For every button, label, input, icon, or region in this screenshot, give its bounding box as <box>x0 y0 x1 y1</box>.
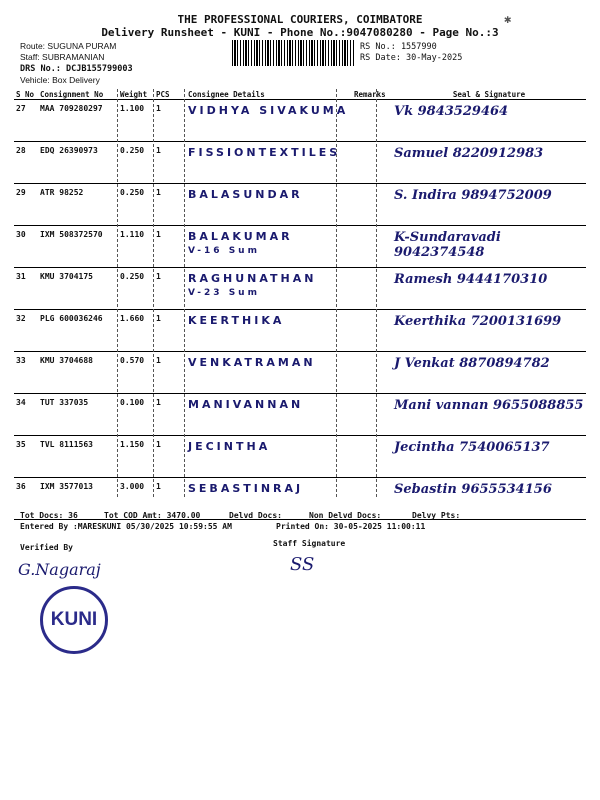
row-weight-value: 1.150 <box>120 440 145 449</box>
row-consignee <box>186 226 352 268</box>
runsheet-table <box>14 89 586 520</box>
row-signature-value: Vk 9843529464 <box>394 104 509 119</box>
consignee-name: VENKATRAMAN <box>188 356 316 369</box>
rs-date: RS Date: 30-May-2025 <box>360 53 463 63</box>
row-weight-value: 1.100 <box>120 104 145 113</box>
row-weight-value: 1.660 <box>120 314 145 323</box>
row-remarks <box>352 184 392 226</box>
staff-handwritten-signature: SS <box>290 554 315 575</box>
entered-by: Entered By :MARESKUNI 05/30/2025 10:59:55 AM <box>20 522 232 531</box>
row-pcs-value: 1 <box>156 356 161 365</box>
row-pcs <box>154 394 186 436</box>
rs-number: RS No.: 1557990 <box>360 42 437 52</box>
row-pcs-value: 1 <box>156 188 161 197</box>
row-pcs-value: 1 <box>156 230 161 239</box>
vehicle-label: Vehicle: Box Delivery <box>20 75 100 85</box>
col-weight: Weight <box>118 89 154 100</box>
column-divider <box>336 89 337 497</box>
row-signature <box>392 142 586 184</box>
row-weight <box>118 226 154 268</box>
consignee-name: BALASUNDAR <box>188 188 303 201</box>
total-cod-amount: Tot COD Amt: 3470.00 <box>104 511 201 520</box>
row-pcs <box>154 310 186 352</box>
row-weight <box>118 394 154 436</box>
table-row <box>14 436 586 478</box>
column-divider <box>117 89 118 497</box>
row-remarks <box>352 226 392 268</box>
route-label: Route: SUGUNA PURAM <box>20 41 117 51</box>
row-pcs <box>154 142 186 184</box>
verified-by-label: Verified By <box>20 543 73 552</box>
staff-signature-label: Staff Signature <box>273 539 346 548</box>
row-sno <box>14 226 38 268</box>
row-sno <box>14 268 38 310</box>
row-pcs-value: 1 <box>156 398 161 407</box>
row-pcs-value: 1 <box>156 440 161 449</box>
col-consignment: Consignment No <box>38 89 118 100</box>
table-row <box>14 184 586 226</box>
column-divider <box>184 89 185 497</box>
row-weight-value: 0.250 <box>120 146 145 155</box>
row-weight-value: 0.570 <box>120 356 145 365</box>
delivered-docs: Delvd Docs: <box>229 511 282 520</box>
row-pcs <box>154 352 186 394</box>
row-remarks <box>352 352 392 394</box>
consignee-name: VIDHYA SIVAKUMA <box>188 104 349 117</box>
row-consignee <box>186 436 352 478</box>
row-consignment-no-value: ATR 98252 <box>40 188 84 197</box>
row-pcs-value: 1 <box>156 272 161 281</box>
row-weight <box>118 268 154 310</box>
row-remarks <box>352 100 392 142</box>
row-weight <box>118 100 154 142</box>
row-weight <box>118 142 154 184</box>
row-signature-value: S. Indira 9894752009 <box>394 188 552 203</box>
row-consignment-no <box>38 226 118 268</box>
row-pcs-value: 1 <box>156 482 161 491</box>
col-consignee: Consignee Details <box>186 89 352 100</box>
row-consignment-no <box>38 352 118 394</box>
row-weight-value: 0.250 <box>120 272 145 281</box>
table-row <box>14 142 586 184</box>
row-consignment-no-value: MAA 709280297 <box>40 104 103 113</box>
row-consignment-no <box>38 100 118 142</box>
row-consignment-no-value: PLG 600036246 <box>40 314 103 323</box>
row-sno-value: 31 <box>16 272 26 281</box>
column-divider <box>153 89 154 497</box>
row-sno <box>14 100 38 142</box>
smudge-mark-icon: ✱ <box>504 12 512 26</box>
col-remarks: Remarks <box>352 89 392 100</box>
row-sno <box>14 394 38 436</box>
consignee-name: BALAKUMAR <box>188 230 293 243</box>
row-consignment-no-value: IXM 508372570 <box>40 230 103 239</box>
consignee-address: V-16 Sum <box>188 246 260 256</box>
table-header-row <box>14 89 586 100</box>
row-consignment-no <box>38 184 118 226</box>
stamp-label: KUNI <box>50 609 98 630</box>
row-weight-value: 0.100 <box>120 398 145 407</box>
consignee-name: FISSIONTEXTILES <box>188 146 341 159</box>
row-consignment-no <box>38 310 118 352</box>
row-sno <box>14 310 38 352</box>
table-row <box>14 226 586 268</box>
row-weight <box>118 436 154 478</box>
row-signature <box>392 226 586 268</box>
row-sno-value: 33 <box>16 356 26 365</box>
row-pcs <box>154 226 186 268</box>
delivery-points: Delvy Pts: <box>412 511 461 520</box>
table-row <box>14 352 586 394</box>
row-consignment-no-value: TUT 337035 <box>40 398 89 407</box>
row-signature-value: Mani vannan 9655088855 <box>394 398 584 413</box>
row-sno-value: 35 <box>16 440 26 449</box>
row-signature <box>392 436 586 478</box>
consignee-address: V-23 Sum <box>188 288 260 298</box>
row-sno-value: 32 <box>16 314 26 323</box>
kuni-stamp <box>40 586 108 654</box>
row-pcs-value: 1 <box>156 314 161 323</box>
table-row <box>14 310 586 352</box>
drs-number: DRS No.: DCJB155799003 <box>20 64 133 74</box>
row-pcs <box>154 268 186 310</box>
row-weight <box>118 310 154 352</box>
report-title: THE PROFESSIONAL COURIERS, COIMBATORE <box>177 13 423 26</box>
row-consignee <box>186 268 352 310</box>
row-sno-value: 34 <box>16 398 26 407</box>
row-signature-value: Ramesh 9444170310 <box>394 272 548 287</box>
consignee-name: KEERTHIKA <box>188 314 285 327</box>
row-pcs-value: 1 <box>156 146 161 155</box>
row-sno-value: 27 <box>16 104 26 113</box>
staff-label: Staff: SUBRAMANIAN <box>20 52 105 62</box>
consignee-name: SEBASTINRAJ <box>188 482 304 495</box>
row-consignee <box>186 352 352 394</box>
column-divider <box>376 89 377 497</box>
row-remarks <box>352 436 392 478</box>
row-sno <box>14 184 38 226</box>
row-pcs-value: 1 <box>156 104 161 113</box>
row-consignment-no <box>38 142 118 184</box>
row-remarks <box>352 394 392 436</box>
row-signature <box>392 310 586 352</box>
row-consignee <box>186 142 352 184</box>
col-pcs: PCS <box>154 89 186 100</box>
row-consignment-no-value: KMU 3704175 <box>40 272 93 281</box>
row-consignee <box>186 310 352 352</box>
row-pcs <box>154 100 186 142</box>
row-consignment-no-value: TVL 8111563 <box>40 440 93 449</box>
row-consignment-no <box>38 268 118 310</box>
row-weight <box>118 184 154 226</box>
col-sno: S No <box>14 89 38 100</box>
row-weight-value: 1.110 <box>120 230 145 239</box>
row-consignee <box>186 394 352 436</box>
consignee-name: RAGHUNATHAN <box>188 272 317 285</box>
row-signature-value: Samuel 8220912983 <box>394 146 544 161</box>
table-row <box>14 268 586 310</box>
row-consignment-no <box>38 436 118 478</box>
row-sno <box>14 352 38 394</box>
row-consignee <box>186 184 352 226</box>
row-sno <box>14 436 38 478</box>
row-sno-value: 36 <box>16 482 26 491</box>
row-consignment-no-value: EDQ 26390973 <box>40 146 98 155</box>
row-sno-value: 28 <box>16 146 26 155</box>
row-signature <box>392 394 586 436</box>
row-signature <box>392 268 586 310</box>
consignee-name: MANIVANNAN <box>188 398 304 411</box>
row-signature <box>392 184 586 226</box>
row-pcs <box>154 436 186 478</box>
row-weight-value: 3.000 <box>120 482 145 491</box>
table-row <box>14 478 586 520</box>
row-remarks <box>352 310 392 352</box>
row-signature-value: Jecintha 7540065137 <box>394 440 550 455</box>
printed-on: Printed On: 30-05-2025 11:00:11 <box>276 522 426 531</box>
row-sno <box>14 142 38 184</box>
table-row <box>14 394 586 436</box>
report-subtitle: Delivery Runsheet - KUNI - Phone No.:9047080280 - Page No.:3 <box>101 26 499 39</box>
row-pcs <box>154 184 186 226</box>
row-signature-value: J Venkat 8870894782 <box>394 356 550 371</box>
row-weight-value: 0.250 <box>120 188 145 197</box>
row-signature-value: Sebastin 9655534156 <box>394 482 552 497</box>
row-consignee <box>186 100 352 142</box>
row-signature-value: Keerthika 7200131699 <box>394 314 562 329</box>
row-remarks <box>352 268 392 310</box>
row-consignment-no <box>38 394 118 436</box>
row-consignment-no-value: IXM 3577013 <box>40 482 93 491</box>
row-sno-value: 29 <box>16 188 26 197</box>
row-remarks <box>352 142 392 184</box>
col-seal-signature: Seal & Signature <box>392 89 586 100</box>
row-sno-value: 30 <box>16 230 26 239</box>
total-docs: Tot Docs: 36 <box>20 511 78 520</box>
verifier-signature: G.Nagaraj <box>18 560 101 579</box>
row-signature <box>392 352 586 394</box>
row-consignment-no-value: KMU 3704688 <box>40 356 93 365</box>
row-weight <box>118 352 154 394</box>
barcode-icon <box>232 40 354 66</box>
row-signature <box>392 100 586 142</box>
row-signature-value: K-Sundaravadi 9042374548 <box>394 230 501 260</box>
non-delivered-docs: Non Delvd Docs: <box>309 511 382 520</box>
consignee-name: JECINTHA <box>188 440 271 453</box>
table-row <box>14 100 586 142</box>
